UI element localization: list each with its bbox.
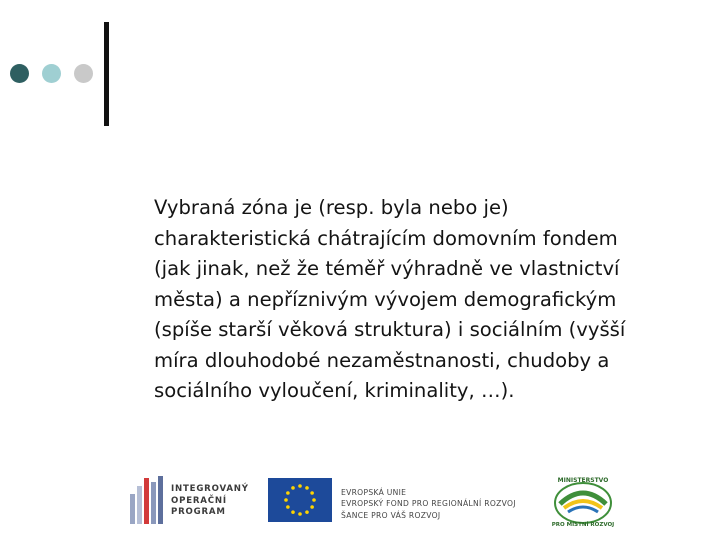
eu-star-icon (312, 498, 316, 502)
iop-line: PROGRAM (171, 507, 226, 517)
logo-bar (130, 494, 135, 524)
integrovany-operacni-program-logo (128, 476, 250, 524)
eu-star-icon (284, 498, 288, 502)
body-line: míra dlouhodobé nezaměstnanosti, chudoby a (154, 348, 610, 372)
iop-line: INTEGROVANÝ (171, 484, 249, 494)
eu-flag-icon (268, 478, 332, 522)
eu-line: EVROPSKÁ UNIE (341, 488, 407, 497)
eu-star-icon (305, 486, 309, 490)
eu-star-icon (291, 510, 295, 514)
logo-bar (151, 482, 156, 524)
slide-body-text (154, 193, 694, 407)
dot-dark-teal (10, 64, 29, 83)
logo-bar (137, 486, 142, 524)
logo-bar (144, 478, 149, 524)
eu-star-icon (298, 512, 302, 516)
body-line: (spíše starší věková struktura) i sociálním (vyšší (154, 318, 626, 341)
iop-line: OPERAČNÍ (171, 495, 227, 506)
eu-star-icon (310, 491, 314, 495)
eu-star-icon (291, 486, 295, 490)
body-line: města) a nepříznivým vývojem demografickým (154, 287, 617, 311)
dot-grey (74, 64, 93, 83)
eu-stars-icon (268, 478, 332, 522)
mmr-bottom-text: PRO MÍSTNÍ ROZVOJ (551, 522, 615, 528)
ministerstvo-pro-mistni-rozvoj-logo (548, 474, 618, 528)
body-line: (jak jinak, než že téměř výhradně ve vlastnictví (154, 257, 620, 280)
title-bullet-dots (10, 64, 96, 84)
body-line: Vybraná zóna je (resp. byla nebo je) (154, 196, 509, 219)
footer-logos (128, 470, 628, 530)
body-line: charakteristická chátrajícím domovním fondem (154, 226, 618, 250)
iop-logo-text (171, 484, 249, 519)
eu-star-icon (286, 505, 290, 509)
eu-logo-text (341, 487, 516, 521)
logo-bar (158, 476, 163, 524)
title-divider-bar (104, 22, 109, 126)
dot-light-teal (42, 64, 61, 83)
eu-star-icon (305, 510, 309, 514)
eu-line: ŠANCE PRO VÁŠ ROZVOJ (341, 510, 441, 520)
mmr-top-text: MINISTERSTVO (557, 477, 609, 484)
eu-star-icon (286, 491, 290, 495)
eu-line: EVROPSKÝ FOND PRO REGIONÁLNÍ ROZVOJ (341, 499, 516, 509)
body-line: sociálního vyloučení, kriminality, …). (154, 379, 515, 402)
eu-star-icon (310, 505, 314, 509)
eu-star-icon (298, 484, 302, 488)
